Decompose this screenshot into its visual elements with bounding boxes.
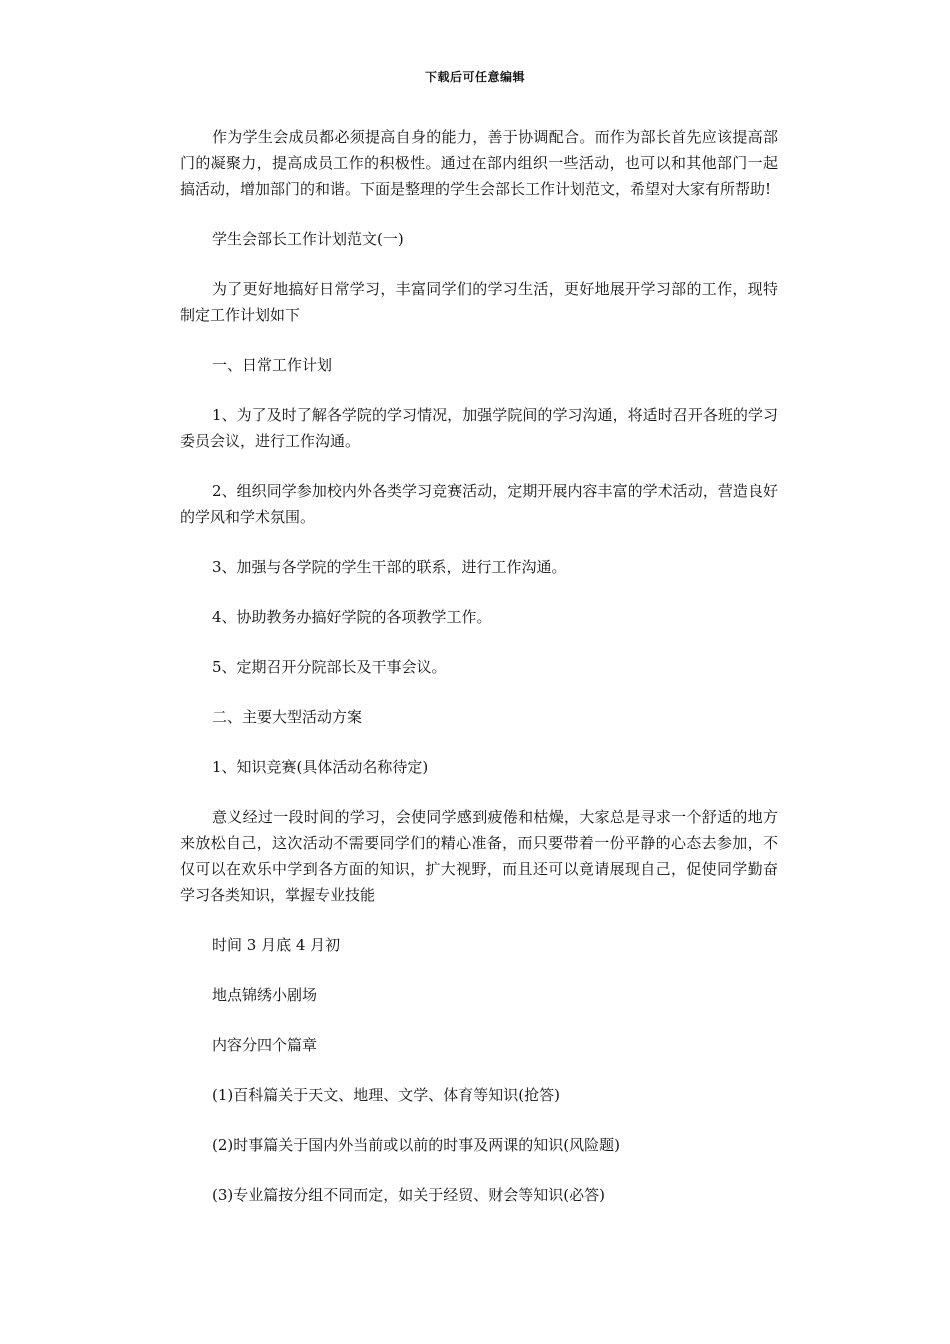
activity-time: 时间 3 月底 4 月初 [212,936,341,954]
activity-title: 1、知识竞赛(具体活动名称待定) [212,758,429,776]
list-item: 4、协助教务办搞好学院的各项教学工作。 [212,608,492,626]
list-item: (2)时事篇关于国内外当前或以前的时事及两课的知识(风险题) [212,1136,620,1154]
list-item: (1)百科篇关于天文、地理、文学、体育等知识(抢答) [212,1086,560,1104]
page-header: 下载后可任意编辑 [424,70,525,84]
activity-location: 地点锦绣小剧场 [212,986,318,1004]
section-title: 学生会部长工作计划范文(一) [212,230,404,248]
list-item: 1、为了及时了解各学院的学习情况，加强学院间的学习沟通，将适时召开各班的学习委员会议，进行工作沟通。 [180,406,778,450]
heading-major-activities: 二、主要大型活动方案 [212,708,363,726]
paragraph: 为了更好地搞好日常学习，丰富同学们的学习生活，更好地展开学习部的工作，现特制定工作计划如下 [180,280,778,324]
intro-paragraph: 作为学生会成员都必须提高自身的能力，善于协调配合。而作为部长首先应该提高部门的凝聚力，提高成员工作的积极性。通过在部内组织一些活动，也可以和其他部门一起搞活动，增加部门的和谐。下面是整理的学生会部长工作计划范文，希望对大家有所帮助! [180,128,778,198]
paragraph: 意义经过一段时间的学习，会使同学感到疲倦和枯燥，大家总是寻求一个舒适的地方来放松自己，这次活动不需要同学们的精心准备，而只要带着一份平静的心态去参加，不仅可以在欢乐中学到各方面的知识，扩大视野，而且还可以竟请展现自己，促使同学勤奋学习各类知识，掌握专业技能 [180,808,778,904]
list-item: (3)专业篇按分组不同而定，如关于经贸、财会等知识(必答) [212,1186,605,1204]
list-item: 5、定期召开分院部长及干事会议。 [212,658,447,676]
activity-content: 内容分四个篇章 [212,1036,318,1054]
heading-daily-plan: 一、日常工作计划 [212,356,333,374]
document-body [180,124,778,1232]
list-item: 3、加强与各学院的学生干部的联系，进行工作沟通。 [212,558,567,576]
list-item: 2、组织同学参加校内外各类学习竞赛活动，定期开展内容丰富的学术活动，营造良好的学风和学术氛围。 [180,482,778,526]
